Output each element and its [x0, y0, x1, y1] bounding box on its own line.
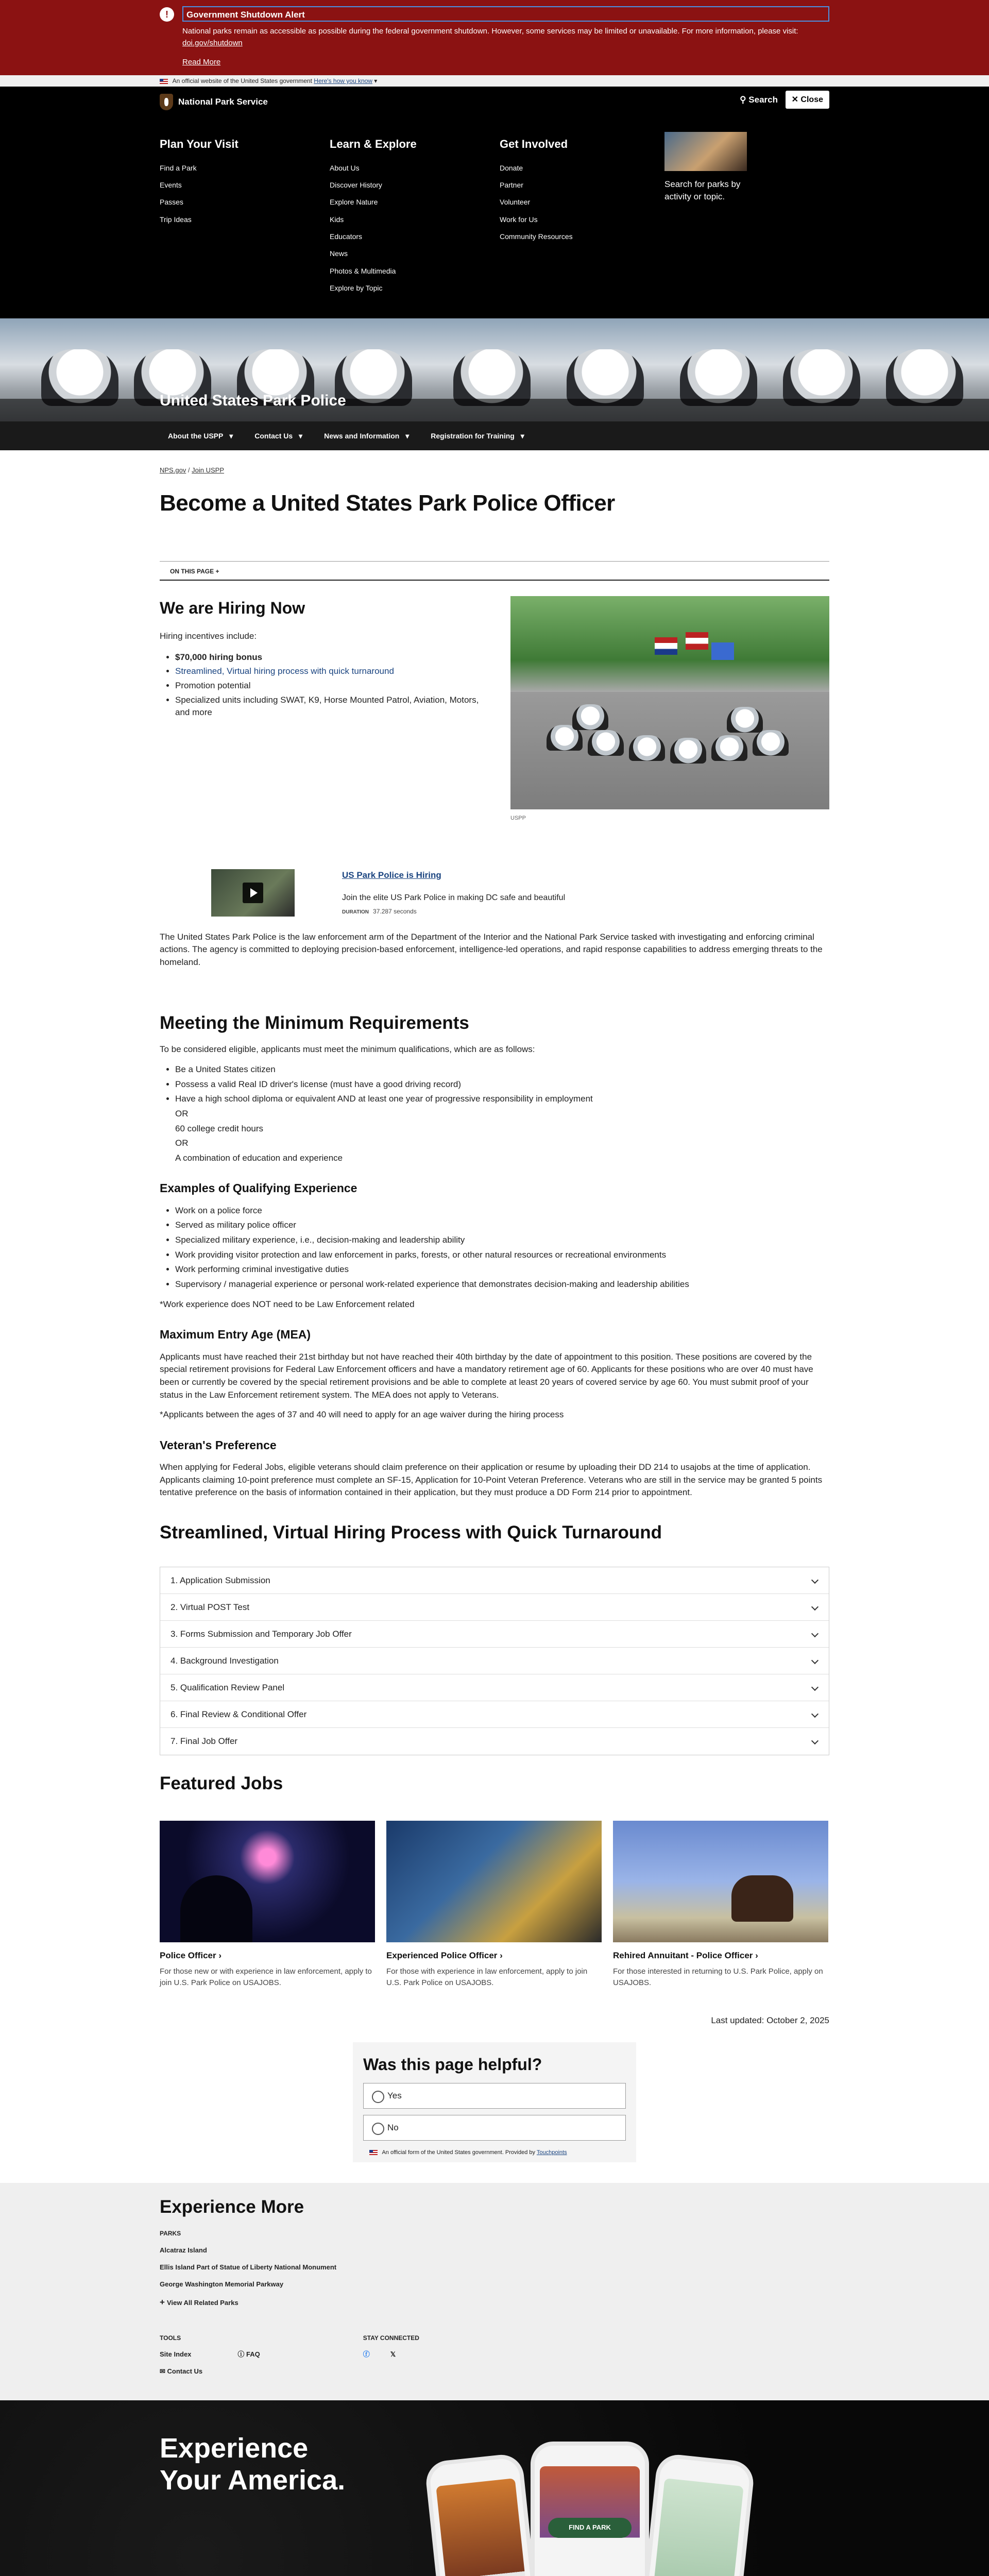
list-item: • Supervisory / managerial experience or personal work-related experience that demonstrates decision-making and leadership abilities [175, 1278, 829, 1291]
hiring-intro: Hiring incentives include: [160, 631, 257, 641]
chevron-down-icon [811, 1577, 819, 1584]
job-desc: For those interested in returning to U.S. Park Police, apply on USAJOBS. [613, 1967, 823, 1987]
qualifying-title: Examples of Qualifying Experience [160, 1181, 357, 1195]
duration-value: 37.287 seconds [373, 907, 417, 915]
search-button[interactable]: ⚲ Search [740, 95, 778, 105]
featured-jobs-title: Featured Jobs [160, 1773, 283, 1793]
menu-item[interactable]: Community Resources [500, 232, 573, 241]
list-item: • Served as military police officer [175, 1219, 829, 1232]
tools-row [160, 2334, 829, 2377]
site-name: National Park Service [178, 96, 268, 107]
accordion-step-1[interactable] [160, 1567, 829, 1594]
step-label: 1. Application Submission [170, 1575, 270, 1585]
touchpoints-link[interactable]: Touchpoints [536, 2149, 567, 2156]
mea-title: Maximum Entry Age (MEA) [160, 1328, 311, 1342]
job-title-text: Police Officer [160, 1950, 216, 1960]
qualifying-list [160, 1205, 829, 1291]
hiring-title: We are Hiring Now [160, 598, 305, 617]
menu-title: Plan Your Visit [160, 138, 238, 150]
menu-item[interactable]: Work for Us [500, 215, 538, 224]
faq-link[interactable]: ⓘ FAQ [237, 2350, 260, 2359]
feedback-yes-radio[interactable] [363, 2083, 626, 2109]
radio-label: No [387, 2122, 399, 2132]
close-menu-button[interactable]: ✕ Close [786, 91, 829, 109]
motorcycle-formation-photo [510, 596, 829, 809]
contact-label: Contact Us [167, 2367, 203, 2376]
job-desc: For those new or with experience in law enforcement, apply to join U.S. Park Police on USAJOBS. [160, 1967, 372, 1987]
view-all-parks-link[interactable] [160, 2296, 829, 2309]
list-item: • Have a high school diploma or equivalent AND at least one year of progressive responsibility in employment [175, 1093, 829, 1106]
feedback-form [353, 2042, 636, 2162]
list-item [175, 651, 479, 664]
gov-banner-link[interactable]: Here's how you know [314, 77, 372, 84]
accordion-step-7[interactable] [160, 1728, 829, 1755]
job-card[interactable] [613, 1821, 828, 1989]
feedback-title: Was this page helpful? [363, 2055, 542, 2074]
menu-item[interactable]: Educators [330, 232, 363, 241]
job-image[interactable] [160, 1821, 375, 1942]
menu-title: Learn & Explore [330, 138, 417, 150]
feedback-footer-text: An official form of the United States government. Provided by [382, 2149, 536, 2156]
park-link[interactable]: George Washington Memorial Parkway [160, 2280, 284, 2288]
menu-plan-your-visit [160, 136, 238, 231]
job-title[interactable]: Experienced Police Officer › [386, 1950, 503, 1960]
veterans-title: Veteran's Preference [160, 1438, 277, 1452]
search-promo-image[interactable] [664, 132, 747, 171]
find-a-park-button: FIND A PARK [548, 2518, 632, 2538]
x-icon[interactable]: 𝕏 [390, 2350, 396, 2359]
alert-text [182, 26, 829, 49]
contact-link[interactable]: ✉ Contact Us [160, 2367, 203, 2376]
video-card [160, 869, 829, 921]
site-footer [0, 2400, 989, 2576]
tools-column [160, 2334, 260, 2377]
list-item: • Possess a valid Real ID driver's license (must have a good driving record) [175, 1078, 829, 1091]
list-item: • Specialized military experience, i.e., decision-making and leadership ability [175, 1234, 829, 1247]
experience-more [0, 2183, 989, 2400]
faq-label: FAQ [246, 2350, 260, 2359]
list-item: A combination of education and experience [175, 1153, 343, 1163]
park-nav-label: News and Information [324, 431, 400, 440]
gov-banner-text: An official website of the United States government [172, 77, 312, 84]
on-this-page-toggle[interactable]: ON THIS PAGE + [160, 561, 829, 581]
social-links [363, 2350, 419, 2360]
app-phones-image [438, 2442, 757, 2576]
feedback-no-radio[interactable] [363, 2115, 626, 2141]
site-header [0, 87, 989, 318]
chevron-down-icon [811, 1603, 819, 1611]
read-more-link[interactable]: Read More [182, 58, 221, 66]
on-this-page-label: ON THIS PAGE [170, 567, 214, 575]
duration-label: DURATION [342, 909, 369, 915]
plus-icon: + [160, 2297, 165, 2308]
list-item: • Work on a police force [175, 1205, 829, 1217]
menu-item[interactable]: Photos & Multimedia [330, 266, 396, 275]
park-link[interactable]: Alcatraz Island [160, 2246, 207, 2254]
list-item: • Be a United States citizen [175, 1063, 829, 1076]
menu-item[interactable]: Explore Nature [330, 198, 378, 207]
shutdown-alert [0, 0, 989, 75]
job-title[interactable]: Police Officer › [160, 1950, 221, 1960]
headline-line-2: Your America. [160, 2464, 346, 2496]
incentive-bonus: $70,000 hiring bonus [175, 652, 263, 662]
intro-paragraph: The United States Park Police is the law enforcement arm of the Department of the Interior and the National Park Service tasked with investigating and enforcing criminal actions. The agency is committed to deploying precision-based enforcement, intelligence-led operations, and rapid response capabilities to address emerging threats to the homeland. [160, 931, 823, 967]
nps-logo[interactable] [160, 94, 268, 110]
photo-credit: USPP [510, 815, 526, 821]
process-title: Streamlined, Virtual Hiring Process with Quick Turnaround [160, 1522, 662, 1543]
close-label: Close [800, 95, 823, 104]
menu-item[interactable]: Kids [330, 215, 344, 224]
step-label: 6. Final Review & Conditional Offer [170, 1709, 307, 1719]
footer-headline [160, 2432, 345, 2496]
us-flag-icon [160, 79, 168, 84]
park-nav-about[interactable]: About the USPP ▾ [160, 432, 237, 440]
menu-item[interactable]: Donate [500, 163, 523, 172]
view-all-label: View All Related Parks [166, 2299, 238, 2307]
job-image[interactable] [386, 1821, 602, 1942]
tools-label: TOOLS [160, 2334, 181, 2342]
mea-note: *Applicants between the ages of 37 and 40 will need to apply for an age waiver during the hiring process [160, 1410, 564, 1420]
park-nav-registration[interactable]: Registration for Training ▾ [422, 432, 528, 440]
park-nav-news[interactable]: News and Information ▾ [316, 432, 413, 440]
arrowhead-icon [160, 94, 173, 110]
play-icon[interactable] [243, 883, 263, 903]
gov-banner: An official website of the United States government Here's how you know ▾ [0, 75, 989, 87]
requirements-title: Meeting the Minimum Requirements [160, 1012, 469, 1033]
accordion-step-4[interactable] [160, 1648, 829, 1674]
stay-connected-label: STAY CONNECTED [363, 2334, 419, 2342]
menu-item[interactable]: News [330, 249, 348, 258]
menu-item[interactable]: About Us [330, 163, 360, 172]
list-item: • Promotion potential [175, 680, 479, 692]
step-label: 5. Qualification Review Panel [170, 1682, 285, 1692]
video-title[interactable]: US Park Police is Hiring [342, 870, 441, 880]
streamlined-link[interactable]: Streamlined, Virtual hiring process with quick turnaround [175, 666, 394, 676]
site-index-link[interactable]: Site Index [160, 2350, 192, 2359]
requirements-intro: To be considered eligible, applicants must meet the minimum qualifications, which are as follows: [160, 1044, 535, 1055]
breadcrumb-current[interactable]: Join USPP [192, 466, 225, 474]
menu-item[interactable]: Volunteer [500, 198, 531, 207]
video-duration [342, 907, 417, 917]
menu-item[interactable]: Events [160, 181, 182, 190]
menu-title: Get Involved [500, 138, 568, 150]
list-item: 60 college credit hours [175, 1123, 264, 1133]
job-card[interactable] [386, 1821, 602, 1989]
accordion-step-3[interactable] [160, 1621, 829, 1648]
park-nav [0, 421, 989, 450]
park-link[interactable]: Ellis Island Part of Statue of Liberty National Monument [160, 2263, 337, 2271]
veterans-text: When applying for Federal Jobs, eligible veterans should claim preference on their application or resume by uploading their DD 214 to usajobs at the time of application. Applicants claiming 10-point preference must complete an SF-15, Application for 10-Point Veteran Preference. Veterans who are still in the service may be granted 5 points tentative preference on the basis of information contained in their application, but they must produce a DD Form 214 prior to appointment. [160, 1462, 823, 1498]
menu-learn-explore [330, 136, 417, 300]
hero-title: United States Park Police [160, 392, 346, 409]
hiring-process-accordion [160, 1567, 829, 1755]
accordion-step-2[interactable] [160, 1594, 829, 1621]
park-nav-label: Registration for Training [431, 431, 515, 440]
job-image[interactable] [613, 1821, 828, 1942]
featured-jobs [160, 1821, 829, 1989]
stay-connected-column [363, 2334, 419, 2377]
step-label: 3. Forms Submission and Temporary Job Offer [170, 1629, 352, 1639]
radio-label: Yes [387, 2090, 402, 2100]
alert-icon: ! [160, 7, 174, 22]
job-card[interactable] [160, 1821, 375, 1989]
main-content [160, 466, 829, 2027]
phone-center [531, 2442, 649, 2576]
job-title-text: Rehired Annuitant - Police Officer [613, 1950, 753, 1960]
chevron-down-icon [811, 1657, 819, 1664]
breadcrumb: NPS.gov / Join USPP [160, 466, 225, 474]
search-promo-text[interactable]: Search for parks by activity or topic. [664, 179, 741, 201]
chevron-down-icon [811, 1737, 819, 1744]
park-nav-label: Contact Us [254, 431, 293, 440]
menu-item[interactable]: Discover History [330, 181, 382, 190]
menu-item[interactable]: Trip Ideas [160, 215, 192, 224]
requirements-list [160, 1063, 829, 1164]
job-title[interactable]: Rehired Annuitant - Police Officer › [613, 1950, 758, 1960]
experience-title: Experience More [160, 2196, 304, 2217]
parks-label: PARKS [160, 2230, 181, 2238]
park-nav-contact[interactable]: Contact Us ▾ [246, 432, 306, 440]
alert-link[interactable]: doi.gov/shutdown [182, 38, 243, 47]
hiring-incentives-list [160, 651, 479, 719]
mea-text: Applicants must have reached their 21st birthday but not have reached their 40th birthday by the date of appointment to this position. These positions are covered by the special retirement provisions for Federal Law Enforcement officers and have a mandatory retirement age of 60. Applicants for these positions who are over 40 must have been or currently be covered by the special retirement provisions and be able to complete at least 20 years of covered service by age 60. You must submit proof of your status in the Law Enforcement retirement system. The MEA does not apply to Veterans. [160, 1351, 813, 1400]
job-desc: For those with experience in law enforcement, apply to join U.S. Park Police on USAJOBS. [386, 1967, 588, 1987]
list-item: • Specialized units including SWAT, K9, Horse Mounted Patrol, Aviation, Motors, and more [175, 694, 479, 719]
us-flag-icon [369, 2150, 378, 2155]
facebook-icon[interactable]: ⓕ [363, 2350, 370, 2359]
headline-line-1: Experience [160, 2432, 309, 2464]
feedback-footer [363, 2149, 626, 2157]
menu-item[interactable]: Explore by Topic [330, 283, 383, 292]
last-updated: Last updated: October 2, 2025 [711, 2015, 829, 2025]
chevron-down-icon [811, 1684, 819, 1691]
page-title: Become a United States Park Police Officer [160, 490, 615, 516]
video-description: Join the elite US Park Police in making DC safe and beautiful [342, 893, 566, 902]
chevron-down-icon [811, 1630, 819, 1637]
hiring-section [160, 596, 829, 854]
breadcrumb-home[interactable]: NPS.gov [160, 466, 186, 474]
step-label: 2. Virtual POST Test [170, 1602, 250, 1612]
search-label: Search [748, 95, 778, 105]
list-item: • Work providing visitor protection and law enforcement in parks, forests, or other natural resources or recreational environments [175, 1249, 829, 1262]
list-item: OR [175, 1138, 189, 1148]
menu-item[interactable]: Partner [500, 181, 523, 190]
menu-item[interactable]: Passes [160, 198, 183, 207]
alert-body: National parks remain as accessible as possible during the federal government shutdown. However, some services may be limited or unavailable. For more information, please visit: [182, 27, 798, 36]
accordion-step-6[interactable] [160, 1701, 829, 1728]
park-nav-label: About the USPP [168, 431, 224, 440]
menu-get-involved [500, 136, 573, 248]
job-title-text: Experienced Police Officer [386, 1950, 498, 1960]
list-item: OR [175, 1108, 189, 1118]
chevron-down-icon [811, 1710, 819, 1718]
hero-banner [0, 318, 989, 450]
qualifying-note: *Work experience does NOT need to be Law Enforcement related [160, 1299, 415, 1309]
list-item [175, 665, 479, 678]
step-label: 4. Background Investigation [170, 1655, 279, 1666]
accordion-step-5[interactable] [160, 1674, 829, 1701]
alert-title[interactable]: Government Shutdown Alert [182, 6, 829, 22]
video-thumbnail[interactable] [211, 869, 295, 917]
step-label: 7. Final Job Offer [170, 1736, 238, 1746]
list-item: • Work performing criminal investigative duties [175, 1263, 829, 1276]
menu-item[interactable]: Find a Park [160, 163, 197, 172]
